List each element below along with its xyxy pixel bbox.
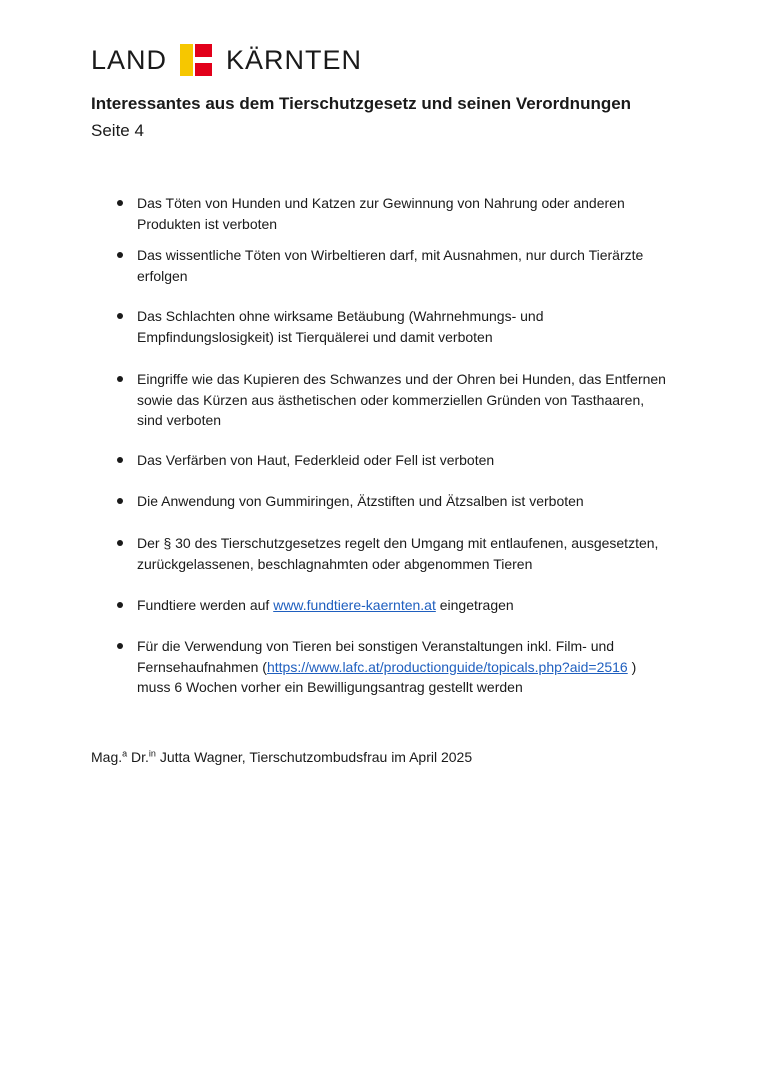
- list-item: [137, 450, 677, 471]
- list-item-text: Das Verfärben von Haut, Federkleid oder Fell ist verboten: [137, 452, 495, 468]
- signature-mag: Mag.: [91, 749, 123, 765]
- logo-word-kaernten: KÄRNTEN: [226, 45, 363, 75]
- list-item-text: Produkten ist verboten: [137, 215, 278, 232]
- text-suffix: ): [627, 658, 637, 675]
- list-item-text: Empfindungslosigkeit) ist Tierquälerei und damit verboten: [137, 328, 493, 345]
- bullet-icon: [117, 643, 123, 649]
- fundtiere-link[interactable]: www.fundtiere-kaernten.at: [273, 597, 436, 613]
- text-prefix: Fernsehaufnahmen (: [137, 658, 267, 675]
- logo-yellow-bar: [180, 44, 193, 76]
- signature-dr-sup: in: [148, 748, 156, 759]
- list-item-text: Das wissentliche Töten von Wirbeltieren darf, mit Ausnahmen, nur durch Tierärzte: [137, 247, 644, 263]
- list-item-text: erfolgen: [137, 267, 188, 284]
- signature-dr: Dr.: [127, 749, 149, 765]
- list-item: [137, 533, 677, 574]
- list-item-text: zurückgelassenen, beschlagnahmten oder abgenommen Tieren: [137, 555, 533, 572]
- logo-word-land: LAND: [91, 45, 168, 75]
- list-item-text: Der § 30 des Tierschutzgesetzes regelt den Umgang mit entlaufenen, ausgesetzten,: [137, 535, 659, 551]
- land-kaernten-logo: [91, 44, 362, 76]
- bullet-icon: [117, 457, 123, 463]
- list-item: [137, 491, 677, 512]
- list-item: [137, 245, 677, 286]
- bullet-icon: [117, 540, 123, 546]
- bullet-icon: [117, 252, 123, 258]
- signature-mag-sup: a: [122, 748, 128, 759]
- list-item: [137, 193, 677, 234]
- bullet-icon: [117, 602, 123, 608]
- list-item-text: [137, 657, 677, 678]
- text-suffix: eingetragen: [435, 597, 514, 613]
- list-item: [137, 636, 677, 698]
- bullet-icon: [117, 200, 123, 206]
- bullet-icon: [117, 376, 123, 382]
- list-item-text: [137, 595, 677, 616]
- page-subtitle: Seite 4: [91, 121, 144, 140]
- list-item-text: Die Anwendung von Gummiringen, Ätzstiften und Ätzsalben ist verboten: [137, 493, 584, 509]
- logo-mark-icon: [180, 44, 212, 76]
- list-item-text: Das Schlachten ohne wirksame Betäubung (Wahrnehmungs- und: [137, 308, 544, 324]
- list-item: [137, 595, 677, 616]
- signature-name: Jutta Wagner, Tierschutzombudsfrau im April 2025: [155, 749, 473, 765]
- list-item-text: muss 6 Wochen vorher ein Bewilligungsantrag gestellt werden: [137, 679, 523, 695]
- list-item-text: Eingriffe wie das Kupieren des Schwanzes und der Ohren bei Hunden, das Entfernen: [137, 371, 666, 387]
- list-item-text: Für die Verwendung von Tieren bei sonstigen Veranstaltungen inkl. Film- und: [137, 638, 615, 654]
- list-item-text: sowie das Kürzen aus ästhetischen oder kommerziellen Gründen von Tasthaaren,: [137, 391, 645, 408]
- list-item-text: Das Töten von Hunden und Katzen zur Gewinnung von Nahrung oder anderen: [137, 195, 625, 211]
- lafc-productionguide-link[interactable]: https://www.lafc.at/productionguide/topicals.php?aid=2516: [266, 658, 628, 675]
- logo-red-block-bottom: [195, 63, 212, 76]
- list-item-text: sind verboten: [137, 412, 222, 428]
- list-item: [137, 369, 677, 431]
- bullet-icon: [117, 498, 123, 504]
- signature-line: [91, 749, 472, 765]
- logo-red-block-top: [195, 44, 212, 57]
- list-item: [137, 306, 677, 347]
- page-title: Interessantes aus dem Tierschutzgesetz und seinen Verordnungen: [91, 94, 632, 113]
- bullet-icon: [117, 313, 123, 319]
- text-prefix: Fundtiere werden auf: [137, 597, 274, 613]
